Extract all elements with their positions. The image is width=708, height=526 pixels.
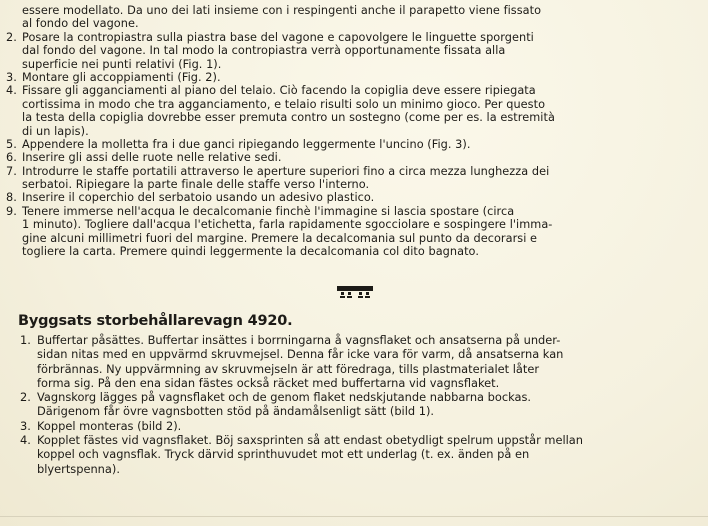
text-line (6, 111, 696, 124)
line-text: Appendere la molletta fra i due ganci ripiegando leggermente l'uncino (Fig. 3). (22, 137, 471, 151)
line-text: sidan nitas med en uppvärmd skruvmejsel. Denna får icke vara för varm, då ansatserna kan (37, 347, 564, 362)
step-number: 2. (6, 30, 17, 44)
text-line (6, 44, 696, 57)
line-text: Posare la contropiastra sulla piastra base del vagone e capovolgere le linguette sporgenti (22, 30, 534, 44)
italian-instructions (6, 4, 696, 258)
step-number: 2. (20, 390, 31, 405)
line-text: serbatoi. Ripiegare la parte finale delle staffe verso l'interno. (22, 178, 370, 192)
text-line (6, 31, 696, 44)
line-text: Tenere immerse nell'acqua le decalcomanie finchè l'immagine si lascia spostare (circa (22, 204, 515, 218)
line-text: 1 minuto). Togliere dall'acqua l'etichetta, farla rapidamente sgocciolare e sospingere l'imma- (22, 218, 553, 232)
line-text: förbrännas. Ny uppvärmning av skruvmejseln är att föredraga, tills plastmaterialet låter (37, 361, 540, 376)
line-text: Inserire gli assi delle ruote nelle relative sedi. (22, 151, 282, 165)
text-line (6, 98, 696, 111)
line-text: Vagnskorg lägges på vagnsflaket och de genom flaket nedskjutande nabbarna bockas. (37, 390, 532, 405)
line-text: Fissare gli agganciamenti al piano del telaio. Ciò facendo la copiglia deve essere ripiegata (22, 84, 536, 98)
tank-wagon-icon (336, 284, 374, 300)
line-text: di un lapis). (22, 124, 89, 138)
text-line (20, 404, 700, 418)
line-text: togliere la carta. Premere quindi leggermente la decalcomania col dito bagnato. (22, 245, 479, 259)
text-line (20, 376, 700, 390)
line-text: Kopplet fästes vid vagnsflaket. Böj saxsprinten så att endast obetydligt spelrum uppstår mellan (37, 433, 584, 448)
text-line (6, 138, 696, 151)
step-number: 5. (6, 137, 17, 151)
step-number: 9. (6, 204, 17, 218)
text-line (6, 232, 696, 245)
line-text: dal fondo del vagone. In tal modo la contropiastra verrà opportunamente fissata alla (22, 44, 506, 58)
line-text: Introdurre le staffe portatili attraverso le aperture superiori fino a circa mezza lunghezza dei (22, 164, 550, 178)
step-number: 4. (20, 433, 31, 448)
line-text: al fondo del vagone. (22, 17, 139, 31)
line-text: gine alcuni millimetri fuori del margine. Premere la decalcomania sul punto da decorarsi e (22, 231, 538, 245)
text-line (20, 362, 700, 376)
step-number: 3. (6, 70, 17, 84)
text-line (6, 84, 696, 97)
step-number: 1. (20, 333, 31, 347)
swedish-heading: Byggsats storbehållarevagn 4920. (18, 313, 293, 329)
swedish-instructions (20, 333, 700, 476)
line-text: blyertspenna). (37, 461, 120, 476)
text-line (20, 419, 700, 433)
line-text: Inserire il coperchio del serbatoio usando un adesivo plastico. (22, 191, 375, 205)
text-line (6, 178, 696, 191)
text-line (6, 205, 696, 218)
text-line (6, 125, 696, 138)
text-line (6, 4, 696, 17)
line-text: Buffertar påsättes. Buffertar insättes i borrningarna å vagnsflaket och ansatserna på under- (37, 333, 561, 347)
text-line (6, 17, 696, 30)
line-text: Därigenom får övre vagnsbotten stöd på ändamålsenligt sätt (bild 1). (37, 404, 435, 419)
text-line (20, 447, 700, 461)
line-text: Koppel monteras (bild 2). (37, 418, 182, 433)
step-number: 6. (6, 151, 17, 165)
text-line (20, 347, 700, 361)
text-line (6, 218, 696, 231)
text-line (6, 151, 696, 164)
text-line (20, 333, 700, 347)
line-text: Montare gli accoppiamenti (Fig. 2). (22, 70, 221, 84)
line-text: superficie nei punti relativi (Fig. 1). (22, 57, 222, 71)
text-line (6, 165, 696, 178)
text-line (6, 191, 696, 204)
line-text: essere modellato. Da uno dei lati insieme con i respingenti anche il parapetto viene fissato (22, 4, 542, 17)
page-fold-divider (0, 516, 708, 517)
text-line (20, 390, 700, 404)
line-text: cortissima in modo che tra agganciamento, e telaio risulti solo un minimo gioco. Per questo (22, 97, 546, 111)
step-number: 7. (6, 164, 17, 178)
text-line (20, 433, 700, 447)
text-line (6, 71, 696, 84)
line-text: forma sig. På den ena sidan fästes också räcket med buffertarna vid vagnsflaket. (37, 375, 500, 390)
text-line (6, 58, 696, 71)
line-text: koppel och vagnsflak. Tryck därvid sprinthuvudet mot ett underlag (t. ex. änden på en (37, 447, 530, 462)
step-number: 8. (6, 191, 17, 205)
line-text: la testa della copiglia dovrebbe esser premuta contro un sostegno (come per es. la estremità (22, 111, 555, 125)
step-number: 4. (6, 84, 17, 98)
text-line (6, 245, 696, 258)
step-number: 3. (20, 418, 31, 433)
text-line (20, 462, 700, 476)
